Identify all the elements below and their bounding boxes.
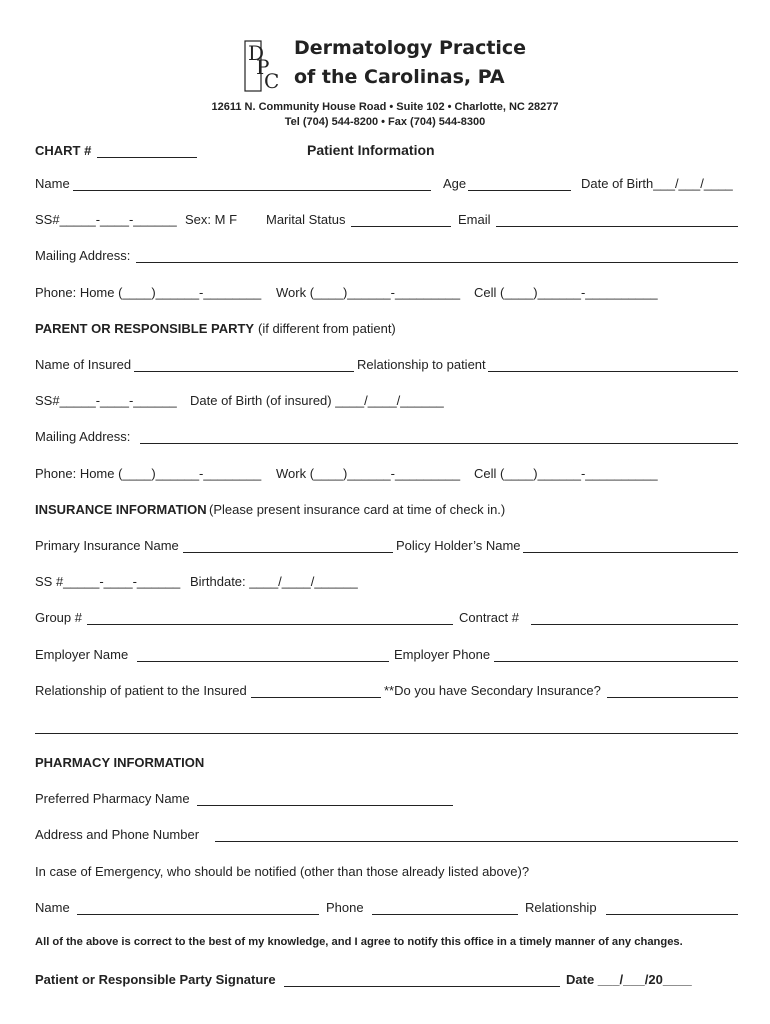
relationship-field[interactable]: [488, 371, 738, 372]
emergency-relationship-field[interactable]: [606, 914, 738, 915]
emergency-name-label: Name: [35, 900, 70, 915]
emergency-contact-row: [35, 900, 740, 918]
name-label: Name: [35, 176, 70, 191]
patient-ss-row: [35, 212, 740, 230]
parent-heading-row: [35, 321, 740, 339]
holder-ss-row: [35, 574, 740, 592]
group-number-field[interactable]: [87, 624, 453, 625]
insured-ss-row: [35, 393, 740, 411]
chart-label: CHART #: [35, 143, 92, 158]
svg-text:C: C: [264, 69, 280, 92]
holder-birthdate-field[interactable]: Birthdate: ____/____/______: [190, 574, 358, 589]
parent-heading: PARENT OR RESPONSIBLE PARTY: [35, 321, 255, 336]
form-title: Patient Information: [307, 142, 435, 158]
insured-name-field[interactable]: [134, 371, 354, 372]
insured-cell-phone-field[interactable]: Cell (____)______-__________: [474, 466, 658, 481]
mailing-label: Mailing Address:: [35, 248, 131, 263]
marital-label: Marital Status: [266, 212, 346, 227]
insured-name-label: Name of Insured: [35, 357, 132, 372]
email-field[interactable]: [496, 226, 738, 227]
extra-blank-field[interactable]: [35, 733, 738, 734]
insured-mailing-label: Mailing Address:: [35, 429, 131, 444]
secondary-insurance-field[interactable]: [607, 697, 738, 698]
relationship-insured-field[interactable]: [251, 697, 381, 698]
patient-mailing-row: [35, 248, 740, 266]
signature-label: Patient or Responsible Party Signature: [35, 972, 276, 987]
insured-name-row: [35, 357, 740, 375]
age-field[interactable]: [468, 190, 571, 191]
holder-ss-field[interactable]: SS #_____-____-______: [35, 574, 181, 589]
preferred-pharmacy-label: Preferred Pharmacy Name: [35, 791, 190, 806]
policy-holder-label: Policy Holder’s Name: [396, 538, 521, 553]
insurance-heading-note: (Please present insurance card at time of check in.): [209, 502, 506, 517]
marital-field[interactable]: [351, 226, 451, 227]
svg-text:D: D: [248, 41, 265, 65]
relationship-label: Relationship to patient: [357, 357, 486, 372]
preferred-pharmacy-row: [35, 791, 740, 809]
pharmacy-heading: PHARMACY INFORMATION: [35, 755, 205, 770]
emergency-name-field[interactable]: [77, 914, 319, 915]
pharmacy-heading-row: [35, 755, 740, 773]
employer-name-label: Employer Name: [35, 647, 129, 662]
primary-insurance-label: Primary Insurance Name: [35, 538, 179, 553]
emergency-phone-field[interactable]: [372, 914, 518, 915]
insured-mailing-field[interactable]: [140, 443, 738, 444]
group-label: Group #: [35, 610, 82, 625]
insured-dob-field[interactable]: Date of Birth (of insured) ____/____/______: [190, 393, 444, 408]
pharmacy-address-label: Address and Phone Number: [35, 827, 200, 842]
chart-number-field[interactable]: [97, 157, 197, 158]
practice-address: 12611 N. Community House Road • Suite 102 • Charlotte, NC 28277: [211, 101, 559, 113]
policy-holder-field[interactable]: [523, 552, 738, 553]
insured-home-phone-field[interactable]: Phone: Home (____)______-________: [35, 466, 262, 481]
practice-name-line2: of the Carolinas, PA: [294, 66, 505, 88]
insured-ss-field[interactable]: SS#_____-____-______: [35, 393, 177, 408]
employer-row: [35, 647, 740, 665]
svg-text:P: P: [256, 55, 270, 79]
signature-field[interactable]: [284, 986, 560, 987]
emergency-row: [35, 864, 740, 882]
relationship-insured-row: [35, 683, 740, 701]
age-label: Age: [443, 176, 467, 191]
patient-name-row: [35, 176, 740, 194]
contract-label: Contract #: [459, 610, 519, 625]
insured-phone-row: [35, 466, 740, 484]
emergency-phone-label: Phone: [326, 900, 364, 915]
group-row: [35, 610, 740, 628]
employer-phone-label: Employer Phone: [394, 647, 491, 662]
employer-name-field[interactable]: [137, 661, 389, 662]
cell-phone-field[interactable]: Cell (____)______-__________: [474, 285, 658, 300]
signature-date-field[interactable]: Date ___/___/20____: [566, 972, 692, 987]
work-phone-field[interactable]: Work (____)______-_________: [276, 285, 461, 300]
parent-heading-note: (if different from patient): [258, 321, 396, 336]
practice-name-line1: Dermatology Practice: [294, 37, 527, 59]
chart-row: [35, 143, 735, 161]
home-phone-field[interactable]: Phone: Home (____)______-________: [35, 285, 262, 300]
emergency-relationship-label: Relationship: [525, 900, 597, 915]
pharmacy-address-field[interactable]: [215, 841, 738, 842]
extra-line-row: [35, 719, 740, 737]
employer-phone-field[interactable]: [494, 661, 738, 662]
insurance-heading: INSURANCE INFORMATION: [35, 502, 207, 517]
mailing-address-field[interactable]: [136, 262, 738, 263]
certification-statement: All of the above is correct to the best of my knowledge, and I agree to notify this office in a timely manner of any changes.: [35, 936, 683, 948]
insured-work-phone-field[interactable]: Work (____)______-_________: [276, 466, 461, 481]
practice-logo: [244, 40, 286, 92]
patient-phone-row: [35, 285, 740, 303]
patient-name-field[interactable]: [73, 190, 431, 191]
statement-row: [35, 936, 740, 954]
dob-field[interactable]: Date of Birth___/___/____: [581, 176, 733, 191]
contract-number-field[interactable]: [531, 624, 738, 625]
relationship-insured-label: Relationship of patient to the Insured: [35, 683, 247, 698]
signature-row: [35, 972, 740, 990]
practice-phone: Tel (704) 544-8200 • Fax (704) 544-8300: [284, 116, 486, 128]
sex-field[interactable]: Sex: M F: [185, 212, 238, 227]
pharmacy-address-row: [35, 827, 740, 845]
secondary-insurance-label: **Do you have Secondary Insurance?: [384, 683, 601, 698]
primary-insurance-row: [35, 538, 740, 556]
ss-field[interactable]: SS#_____-____-______: [35, 212, 177, 227]
emergency-label: In case of Emergency, who should be notified (other than those already listed above)?: [35, 864, 530, 879]
primary-insurance-field[interactable]: [183, 552, 393, 553]
insured-mailing-row: [35, 429, 740, 447]
email-label: Email: [458, 212, 491, 227]
preferred-pharmacy-field[interactable]: [197, 805, 453, 806]
insurance-heading-row: [35, 502, 740, 520]
